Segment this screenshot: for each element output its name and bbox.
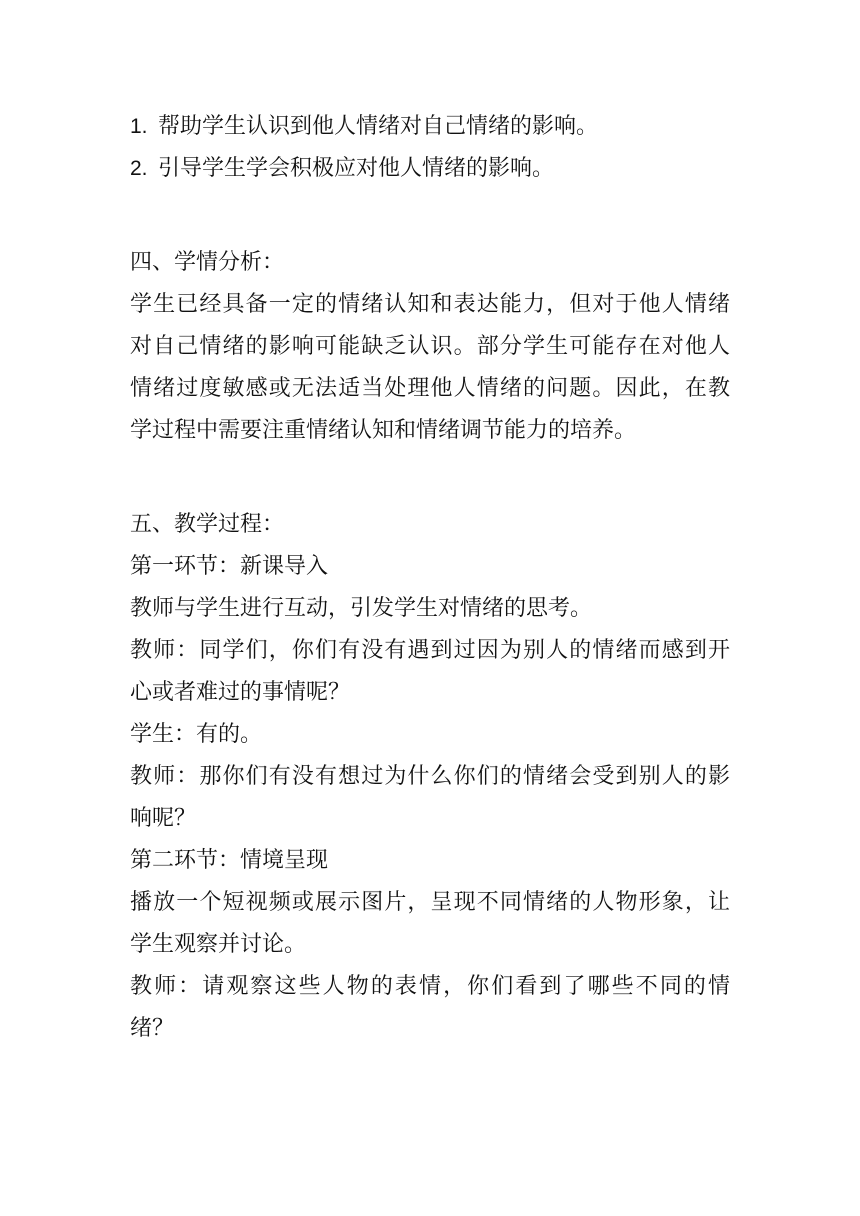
dialogue-line: 教师：同学们，你们有没有遇到过因为别人的情绪而感到开 bbox=[130, 638, 730, 663]
section-heading: 五、教学过程： bbox=[130, 512, 285, 537]
section-heading: 四、学情分析： bbox=[130, 250, 285, 275]
objective-item bbox=[130, 148, 730, 190]
objective-text: 引导学生学会积极应对他人情绪的影响。 bbox=[158, 156, 555, 181]
objective-number: 2. bbox=[130, 157, 148, 180]
spacer bbox=[130, 190, 730, 242]
paragraph-line: 播放一个短视频或展示图片，呈现不同情绪的人物形象，让 bbox=[130, 890, 730, 915]
spacer bbox=[130, 452, 730, 504]
objective-number: 1. bbox=[130, 115, 148, 138]
dialogue-line: 教师：请观察这些人物的表情，你们看到了哪些不同的情 bbox=[130, 974, 730, 999]
paragraph-line: 学生观察并讨论。 bbox=[130, 932, 307, 957]
document-body bbox=[130, 106, 730, 1050]
objective-text: 帮助学生认识到他人情绪对自己情绪的影响。 bbox=[158, 114, 599, 139]
paragraph-line: 教师与学生进行互动，引发学生对情绪的思考。 bbox=[130, 596, 593, 621]
dialogue-line: 响呢？ bbox=[130, 806, 197, 831]
dialogue-line: 心或者难过的事情呢？ bbox=[130, 680, 351, 705]
subsection-heading: 第二环节：情境呈现 bbox=[130, 848, 329, 873]
dialogue-line: 绪？ bbox=[130, 1016, 175, 1041]
paragraph-line: 学生已经具备一定的情绪认知和表达能力，但对于他人情绪 bbox=[130, 292, 730, 317]
dialogue-line: 学生：有的。 bbox=[130, 722, 263, 747]
paragraph-line: 情绪过度敏感或无法适当处理他人情绪的问题。因此，在教 bbox=[130, 376, 730, 401]
paragraph-line: 学过程中需要注重情绪认知和情绪调节能力的培养。 bbox=[130, 418, 637, 443]
objective-item bbox=[130, 106, 730, 148]
dialogue-line: 教师：那你们有没有想过为什么你们的情绪会受到别人的影 bbox=[130, 764, 730, 789]
paragraph-line: 对自己情绪的影响可能缺乏认识。部分学生可能存在对他人 bbox=[130, 334, 730, 359]
subsection-heading: 第一环节：新课导入 bbox=[130, 554, 329, 579]
